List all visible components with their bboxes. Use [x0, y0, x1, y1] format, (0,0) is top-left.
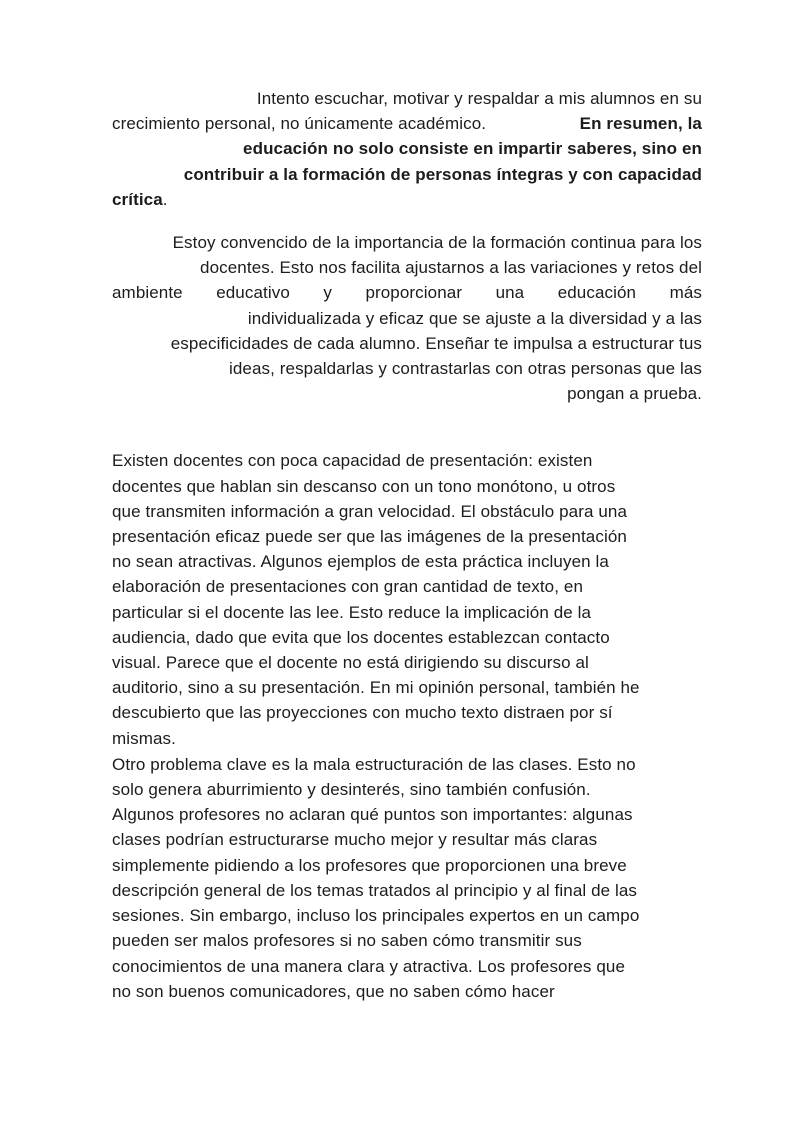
- text-word: una: [495, 283, 525, 303]
- bold-text-segment: En resumen, la: [579, 114, 702, 134]
- text-line: [112, 255, 702, 280]
- text-line: [112, 700, 702, 725]
- text-word: educación: [557, 283, 637, 303]
- text-line: [112, 752, 702, 777]
- paragraph-4: [112, 752, 702, 1004]
- paragraph-1: [112, 86, 702, 212]
- document-body: [112, 86, 702, 1004]
- paragraph-2: [112, 230, 702, 406]
- text-line: [112, 878, 702, 903]
- text-segment: audiencia, dado que evita que los docentes establezcan contacto: [112, 627, 610, 647]
- text-line: [112, 802, 702, 827]
- text-segment: Algunos profesores no aclaran qué puntos son importantes: algunas: [112, 805, 633, 825]
- text-line: [112, 356, 702, 381]
- text-segment: no sean atractivas. Algunos ejemplos de esta práctica incluyen la: [112, 552, 609, 572]
- text-segment: descubierto que las proyecciones con mucho texto distraen por sí: [112, 703, 613, 723]
- bold-text-segment: educación no solo consiste en impartir saberes, sino en: [243, 139, 702, 159]
- text-segment: pongan a prueba.: [567, 384, 702, 404]
- text-line: [112, 954, 702, 979]
- text-line: [112, 280, 702, 305]
- text-line: [112, 777, 702, 802]
- text-segment: auditorio, sino a su presentación. En mi opinión personal, también he: [112, 678, 640, 698]
- text-segment: docentes. Esto nos facilita ajustarnos a las variaciones y retos del: [200, 258, 702, 278]
- text-line: [112, 381, 702, 406]
- text-line: [112, 903, 702, 928]
- text-line: [112, 650, 702, 675]
- text-line: [112, 136, 702, 161]
- text-word: ambiente: [112, 283, 183, 303]
- text-segment: solo genera aburrimiento y desinterés, sino también confusión.: [112, 780, 591, 800]
- text-segment: pueden ser malos profesores si no saben cómo transmitir sus: [112, 931, 582, 951]
- text-word: más: [669, 283, 702, 303]
- text-line: [112, 549, 702, 574]
- text-word: y: [323, 283, 332, 303]
- text-segment: docentes que hablan sin descanso con un tono monótono, u otros: [112, 476, 616, 496]
- text-segment: conocimientos de una manera clara y atractiva. Los profesores que: [112, 956, 625, 976]
- bold-text-segment: crítica: [112, 189, 163, 209]
- text-line: [112, 675, 702, 700]
- bold-text-segment: contribuir a la formación de personas íntegras y con capacidad: [183, 164, 702, 184]
- text-segment: elaboración de presentaciones con gran cantidad de texto, en: [112, 577, 583, 597]
- text-line: [112, 853, 702, 878]
- text-line: [112, 86, 702, 111]
- text-line: [112, 928, 702, 953]
- text-segment: particular si el docente las lee. Esto reduce la implicación de la: [112, 602, 592, 622]
- text-line: [112, 162, 702, 187]
- text-line: [112, 448, 702, 473]
- text-segment: Intento escuchar, motivar y respaldar a mis alumnos en su: [256, 89, 702, 108]
- text-segment: Existen docentes con poca capacidad de presentación: existen: [112, 451, 593, 471]
- text-line: [112, 187, 702, 212]
- text-line: [112, 574, 702, 599]
- text-line: [112, 726, 702, 751]
- text-line: [112, 306, 702, 331]
- text-line: [112, 625, 702, 650]
- text-segment: crecimiento personal, no únicamente académico.: [112, 114, 487, 134]
- text-word: educativo: [216, 283, 290, 303]
- text-line: [112, 524, 702, 549]
- paragraph-3: [112, 448, 702, 750]
- text-line: [112, 474, 702, 499]
- text-segment: clases podrían estructurarse mucho mejor y resultar más claras: [112, 830, 598, 850]
- text-segment: mismas.: [112, 728, 176, 748]
- text-line: [112, 979, 702, 1004]
- text-segment: presentación eficaz puede ser que las imágenes de la presentación: [112, 527, 627, 547]
- text-line: [112, 331, 702, 356]
- text-segment: que transmiten información a gran velocidad. El obstáculo para una: [112, 501, 628, 521]
- text-segment: especificidades de cada alumno. Enseñar te impulsa a estructurar tus: [170, 333, 702, 353]
- text-segment: ideas, respaldarlas y contrastarlas con otras personas que las: [228, 359, 702, 379]
- text-line: [112, 111, 702, 136]
- text-segment: descripción general de los temas tratados al principio y al final de las: [112, 880, 638, 900]
- text-word: proporcionar: [365, 283, 463, 303]
- text-segment: Estoy convencido de la importancia de la formación continua para los: [172, 233, 702, 253]
- text-line: [112, 230, 702, 255]
- text-segment: individualizada y eficaz que se ajuste a la diversidad y a las: [247, 308, 702, 328]
- text-segment: simplemente pidiendo a los profesores que proporcionen una breve: [112, 855, 627, 875]
- text-segment: .: [162, 189, 168, 209]
- text-segment: no son buenos comunicadores, que no saben cómo hacer: [112, 981, 555, 1001]
- text-line: [112, 499, 702, 524]
- text-segment: sesiones. Sin embargo, incluso los principales expertos en un campo: [112, 906, 640, 926]
- text-line: [112, 600, 702, 625]
- text-segment: Otro problema clave es la mala estructuración de las clases. Esto no: [112, 754, 636, 774]
- text-line: [112, 827, 702, 852]
- text-segment: visual. Parece que el docente no está dirigiendo su discurso al: [112, 653, 589, 673]
